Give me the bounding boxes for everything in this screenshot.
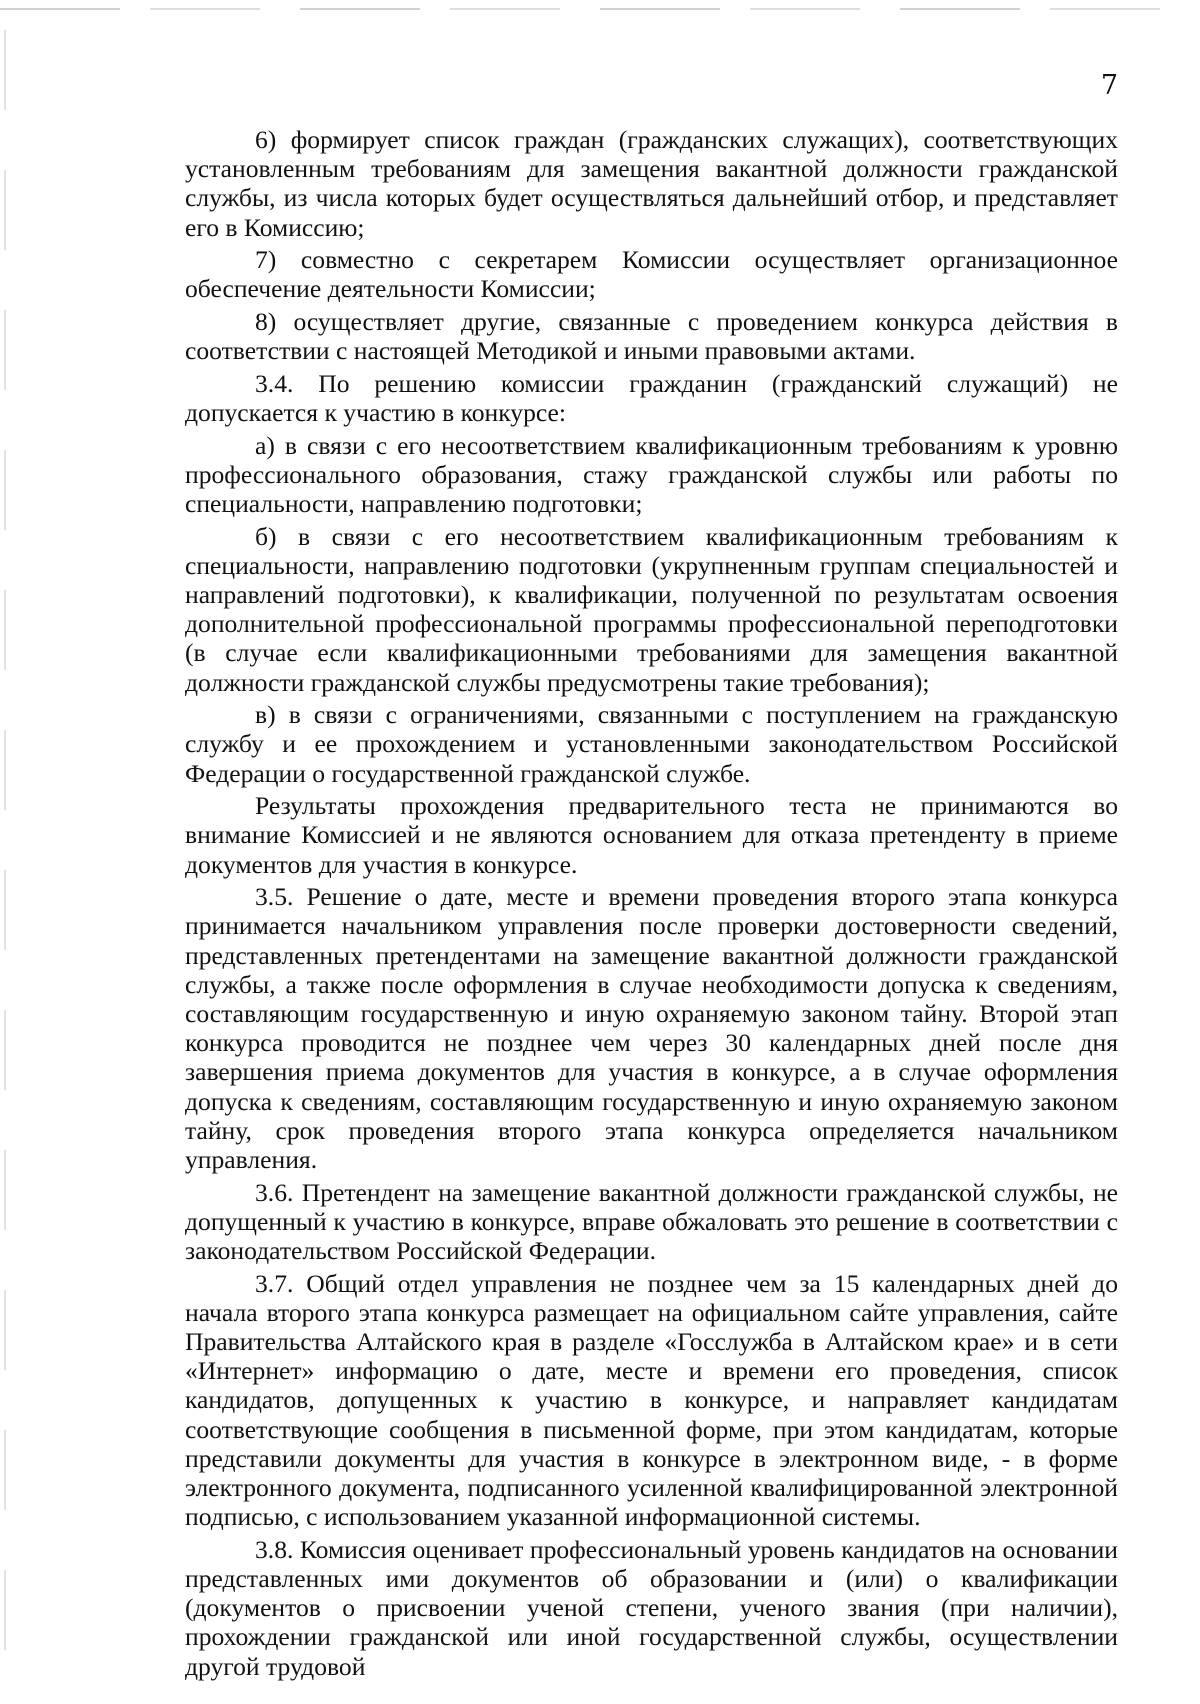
paragraph-3-4-v: в) в связи с ограничениями, связанными с поступлением на гражданскую службу и ее прохождением и установленными законодательством Российской Федерации о государственной гражданской службе. xyxy=(185,700,1118,788)
scan-edge-left xyxy=(4,30,6,1670)
paragraph-3-4-b: б) в связи с его несоответствием квалификационным требованиям к специальности, направлению подготовки (укрупненным группам специальностей и направлений подготовки), к квалификации, полученной по результатам освоения дополнительной профессиональной программы профессиональной переподготовки (в случае если квалификационными требованиями для замещения вакантной должности гражданской службы предусмотрены такие требования); xyxy=(185,521,1118,697)
paragraph-6: 6) формирует список граждан (гражданских служащих), соответствующих установленным требованиям для замещения вакантной должности гражданской службы, из числа которых будет осуществляться дальнейший отбор, и представляет его в Комиссию; xyxy=(185,125,1118,242)
paragraph-test-results: Результаты прохождения предварительного теста не принимаются во внимание Комиссией и не являются основанием для отказа претенденту в приеме документов для участия в конкурсе. xyxy=(185,791,1118,879)
paragraph-3-4-a: а) в связи с его несоответствием квалификационным требованиям к уровню профессионального образования, стажу гражданской службы или работы по специальности, направлению подготовки; xyxy=(185,430,1118,518)
paragraph-3-4: 3.4. По решению комиссии гражданин (гражданский служащий) не допускается к участию в конкурсе: xyxy=(185,368,1118,427)
paragraph-3-6: 3.6. Претендент на замещение вакантной должности гражданской службы, не допущенный к участию в конкурсе, вправе обжаловать это решение в соответствии с законодательством Российской Федерации. xyxy=(185,1177,1118,1266)
document-body xyxy=(185,125,1118,1684)
scan-edge-top xyxy=(0,8,1200,10)
page-number: 7 xyxy=(1100,70,1118,101)
paragraph-3-5: 3.5. Решение о дате, месте и времени проведения второго этапа конкурса принимается начальником управления после проверки достоверности сведений, представленных претендентами на замещение вакантной должности гражданской службы, а также после оформления в случае необходимости допуска к сведениям, составляющим государственную и иную охраняемую законом тайну. Второй этап конкурса проводится не позднее чем через 30 календарных дней после дня завершения приема документов для участия в конкурсе, а в случае оформления допуска к сведениям, составляющим государственную и иную охраняемую законом тайну, срок проведения второго этапа конкурса определяется начальником управления. xyxy=(185,882,1118,1175)
paragraph-7: 7) совместно с секретарем Комиссии осуществляет организационное обеспечение деятельности Комиссии; xyxy=(185,245,1118,304)
paragraph-3-7: 3.7. Общий отдел управления не позднее чем за 15 календарных дней до начала второго этапа конкурса размещает на официальном сайте управления, сайте Правительства Алтайского края в разделе «Госслужба в Алтайском крае» и в сети «Интернет» информацию о дате, месте и времени его проведения, список кандидатов, допущенных к участию в конкурсе, и направляет кандидатам соответствующие сообщения в письменной форме, при этом кандидатам, которые представили документы для участия в конкурсе в электронном виде, - в форме электронного документа, подписанного усиленной квалифицированной электронной подписью, с использованием указанной информационной системы. xyxy=(185,1268,1118,1532)
paragraph-3-8: 3.8. Комиссия оценивает профессиональный уровень кандидатов на основании представленных ими документов об образовании и (или) о квалификации (документов о присвоении ученой степени, ученого звания (при наличии), прохождении гражданской или иной государственной службы, осуществлении другой трудовой xyxy=(185,1534,1118,1681)
paragraph-8: 8) осуществляет другие, связанные с проведением конкурса действия в соответствии с настоящей Методикой и иными правовыми актами. xyxy=(185,307,1118,366)
